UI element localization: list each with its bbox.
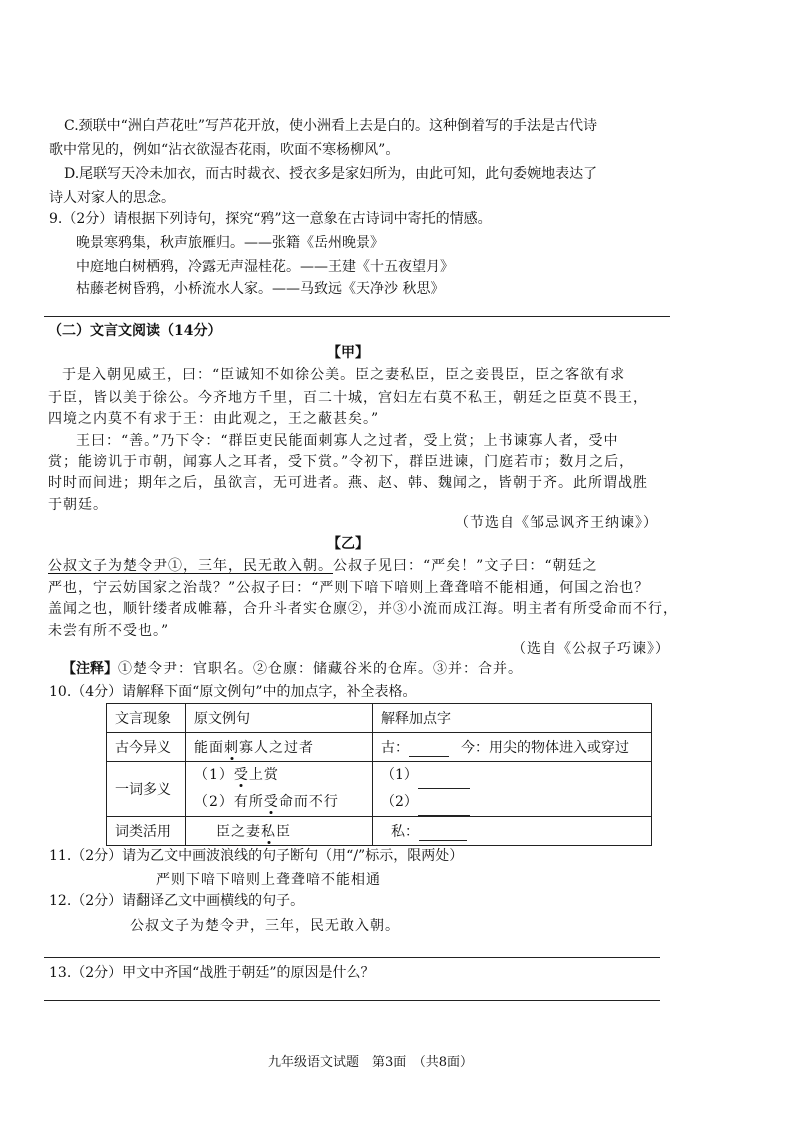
sentence-part: 臣 [276,824,291,840]
answer-label: （2） [381,794,418,810]
sentence-part: 上赏 [248,767,279,783]
yi-line1-rest: 公叔子见曰：“严矣！”文子曰：“朝廷之 [333,558,598,574]
row-answer [373,762,652,817]
dotted-char: 受 [233,767,249,783]
q12-prompt: 12.（2分）请翻译乙文中画横线的句子。 [49,893,305,909]
sentence-2 [194,789,372,816]
passage-yi-source: （选自《公叔子巧谏》） [512,641,670,657]
answer-label: 私： [391,824,419,840]
answer-blank[interactable] [418,801,470,816]
sentence-part: 命而不行 [278,794,339,810]
answer-modern: 今：用尖的物体进入或穿过 [461,740,629,756]
q8-option-d-line1: D.尾联写天冷未加衣，而古时裁衣、授衣多是家妇所为，由此可知，此句委婉地表达了 [64,166,598,182]
answer-blank[interactable] [409,742,449,757]
passage-yi-line3: 盖闻之也，顺针缕者成帷幕，合升斗者实仓廪②，并③小流而成江海。明主者有所受命而不行， [48,601,678,617]
notes-text: ①楚令尹：官职名。②仓廪：储藏谷米的仓库。③并：合并。 [118,661,523,677]
row-sentence [186,817,373,846]
answer-line[interactable] [44,957,660,958]
passage-jia-line: 于臣，皆以美于徐公。今齐地方千里，百二十城，宫妇左右莫不私王，朝廷之臣莫不畏王， [48,390,648,406]
q9-prompt: 9.（2分）请根据下列诗句，探究“鸦”这一意象在古诗词中寄托的情感。 [49,211,492,227]
table-header: 原文例句 [186,704,373,733]
answer-line[interactable] [44,1000,660,1001]
row-answer [373,733,652,762]
passage-yi-title: 【乙】 [327,536,369,552]
q9-poem-2: 中庭地白树栖鸦，冷露无声湿桂花。——王建《十五夜望月》 [76,259,454,275]
q13-prompt: 13.（2分）甲文中齐国“战胜于朝廷”的原因是什么？ [49,965,375,981]
dotted-char: 受 [263,794,279,810]
section-heading: （二）文言文阅读（14分） [48,323,222,339]
sentence-part: （1） [194,767,234,783]
passage-jia-line: 王曰：“善。”乃下令：“群臣吏民能面刺寡人之过者，受上赏；上书谏寡人者，受中 [76,433,619,449]
q8-option-c-line2: 歌中常见的，例如“沾衣欲湿杏花雨，吹面不寒杨柳风”。 [49,142,400,158]
passage-jia-source: （节选自《邹忌讽齐王纳谏》） [455,515,658,531]
sentence-part: 能面 [194,740,224,756]
row-type: 一词多义 [107,762,186,817]
answer-label: 古： [381,740,409,756]
table-header: 文言现象 [107,704,186,733]
passage-jia-line: 于是入朝见威王，曰：“臣诚知不如徐公美。臣之妻私臣，臣之妾畏臣，臣之客欲有求 [62,367,626,383]
q10-prompt: 10.（4分）请解释下面“原文例句”中的加点字，补全表格。 [49,684,417,700]
passage-jia-line: 时时而间进；期年之后，虽欲言，无可进者。燕、赵、韩、魏闻之，皆朝于齐。此所谓战胜 [48,475,648,491]
q8-option-c-line1: C.颈联中“洲白芦花吐”写芦花开放，使小洲看上去是白的。这种倒着写的手法是古代诗 [64,118,597,134]
row-sentence [186,733,373,762]
sentence-1 [194,762,372,789]
sentence-part: 寡人之过者 [239,740,314,756]
row-sentence [186,762,373,817]
passage-yi-line1 [48,555,597,577]
answer-blank[interactable] [419,826,467,841]
row-answer [373,817,652,846]
page-footer: 九年级语文试题 第3面 （共8面） [268,1055,474,1070]
row-type: 古今异义 [107,733,186,762]
notes [62,658,523,680]
answer-label: （1） [381,767,418,783]
passage-jia-title: 【甲】 [327,345,369,361]
q11-prompt: 11.（2分）请为乙文中画波浪线的句子断句（用“/”标示，限两处） [49,848,464,864]
passage-yi-line2: 严也，宁云妨国家之治哉？”公叔子曰：“严则下喑下喑则上聋聋喑不能相通，何国之治也？ [48,580,650,596]
q9-poem-1: 晚景寒鸦集，秋声旅雁归。——张籍《岳州晚景》 [76,235,384,251]
sentence-part: 臣之妻 [216,824,261,840]
row-type: 词类活用 [107,817,186,846]
divider [44,316,670,317]
q12-sentence: 公叔文子为楚令尹，三年，民无敢入朝。 [130,918,400,934]
notes-label: 【注释】 [62,661,118,677]
q10-table [106,703,652,846]
sentence-part: （2）有所 [194,794,264,810]
q9-poem-3: 枯藤老树昏鸦，小桥流水人家。——马致远《天净沙 秋思》 [76,281,445,297]
q8-option-d-line2: 诗人对家人的思念。 [49,190,175,206]
passage-jia-line: 四境之内莫不有求于王：由此观之，王之蔽甚矣。” [48,411,380,427]
passage-yi-line4: 未尝有所不受也。” [48,623,170,639]
yi-underlined-sentence: 公叔文子为楚令尹①，三年，民无敢入朝。 [48,558,333,574]
table-header: 解释加点字 [373,704,652,733]
passage-jia-line: 赏；能谤讥于市朝，闻寡人之耳者，受下赏。”令初下，群臣进谏，门庭若市；数月之后， [48,454,635,470]
dotted-char: 刺 [224,740,239,756]
answer-blank[interactable] [418,774,470,789]
dotted-char: 私 [261,824,276,840]
q11-sentence[interactable]: 严则下喑下喑则上聋聋喑不能相通 [156,872,381,888]
passage-jia-line: 于朝廷。 [48,497,108,513]
